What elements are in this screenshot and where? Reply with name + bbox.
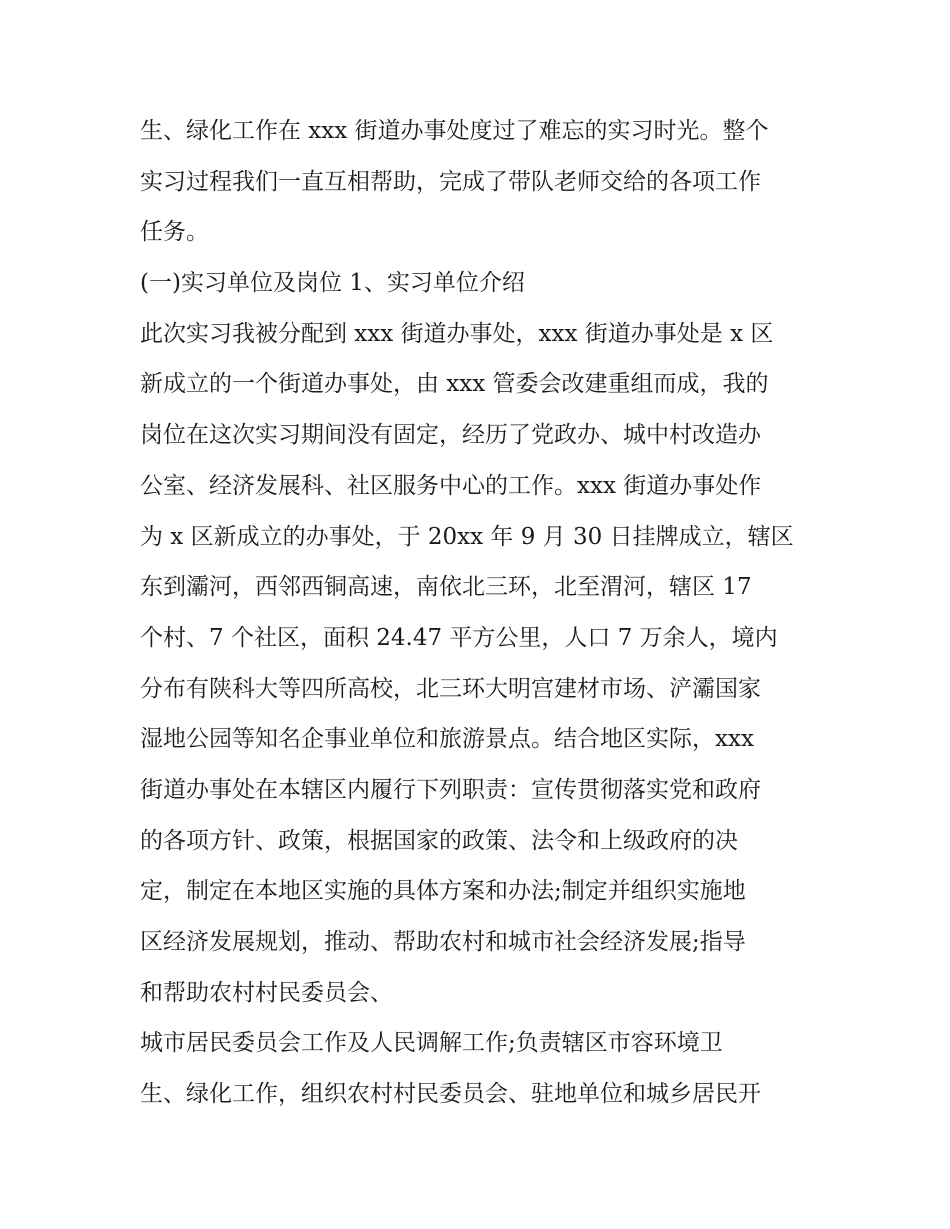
text-line: 任务。: [140, 219, 209, 246]
text-line: 个村、7 个社区，面积 24.47 平方公里，人口 7 万余人，境内: [140, 624, 778, 651]
body-text: [140, 106, 820, 1120]
text-line: 的各项方针、政策，根据国家的政策、法令和上级政府的决: [140, 827, 738, 854]
text-line: 湿地公园等知名企事业单位和旅游景点。结合地区实际，xxx: [140, 726, 754, 753]
text-line: 分布有陕科大等四所高校，北三环大明宫建材市场、浐灞国家: [140, 675, 761, 702]
text-line: 生、绿化工作，组织农村村民委员会、驻地单位和城乡居民开: [140, 1081, 761, 1108]
text-line: 城市居民委员会工作及人民调解工作;负责辖区市容环境卫: [140, 1030, 723, 1057]
text-line: 新成立的一个街道办事处，由 xxx 管委会改建重组而成，我的: [140, 371, 769, 398]
text-line: 定，制定在本地区实施的具体方案和办法;制定并组织实施地: [140, 878, 746, 905]
text-line: 公室、经济发展科、社区服务中心的工作。xxx 街道办事处作: [140, 472, 762, 499]
text-line: 和帮助农村村民委员会、: [140, 979, 393, 1006]
section-heading: (一)实习单位及岗位 1、实习单位介绍: [140, 270, 525, 297]
text-line: 区经济发展规划，推动、帮助农村和城市社会经济发展;指导: [140, 929, 746, 955]
text-line: 此次实习我被分配到 xxx 街道办事处，xxx 街道办事处是 x 区: [140, 320, 774, 347]
text-line: 街道办事处在本辖区内履行下列职责：宣传贯彻落实党和政府: [140, 776, 761, 803]
text-line: 东到灞河，西邻西铜高速，南依北三环，北至渭河，辖区 17: [140, 574, 752, 601]
text-line: 为 x 区新成立的办事处，于 20xx 年 9 月 30 日挂牌成立，辖区: [140, 523, 794, 550]
text-line: 生、绿化工作在 xxx 街道办事处度过了难忘的实习时光。整个: [140, 118, 769, 144]
text-line: 岗位在这次实习期间没有固定，经历了党政办、城中村改造办: [140, 422, 761, 449]
text-line: 实习过程我们一直互相帮助，完成了带队老师交给的各项工作: [140, 168, 761, 195]
